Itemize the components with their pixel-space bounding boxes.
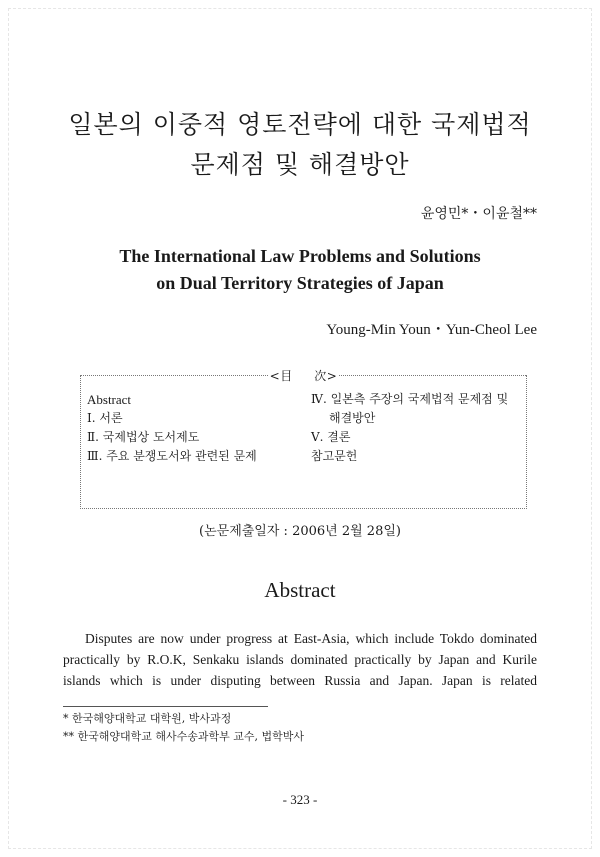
abstract-body: Disputes are now under progress at East-Asia, which include Tokdo dominated practically by R.O.K, Senkaku islands dominated practically by Japan and Kurile islands which is under disputing between Russia and Japan. Japan is related [63, 631, 537, 688]
toc-rule-right [339, 375, 526, 376]
toc-item-disputed-islands: Ⅲ. 주요 분쟁도서와 관련된 문제 [87, 449, 257, 463]
footnote-1: * 한국해양대학교 대학원, 박사과정 [63, 712, 232, 725]
korean-title-line-2: 문제점 및 해결방안 [190, 150, 410, 179]
toc-heading-bar [81, 367, 526, 383]
english-title-line-2: on Dual Territory Strategies of Japan [156, 273, 444, 293]
english-title-line-1: The International Law Problems and Solutions [119, 246, 481, 266]
footnote-2: ** 한국해양대학교 해사수송과학부 교수, 법학박사 [63, 730, 305, 743]
toc-item-island-regime: Ⅱ. 국제법상 도서제도 [87, 430, 200, 444]
toc-item-conclusion: Ⅴ. 결론 [311, 430, 351, 444]
submission-date: (논문제출일자 : 2006년 2월 28일) [199, 524, 401, 539]
toc-item-abstract: Abstract [87, 392, 132, 407]
page-number: - 323 - [282, 792, 318, 807]
toc-heading: <目 次> [269, 368, 338, 383]
table-of-contents [80, 368, 527, 509]
toc-item-japan-claims: Ⅳ. 일본측 주장의 국제법적 문제점 및 [311, 392, 509, 406]
toc-right-column [311, 390, 526, 466]
english-authors: Young-Min Youn・Yun-Cheol Lee [326, 322, 537, 338]
abstract-heading: Abstract [264, 578, 336, 602]
footnote-divider [63, 706, 268, 707]
toc-left-column [87, 390, 307, 466]
toc-item-introduction: Ⅰ. 서론 [87, 411, 123, 425]
korean-title-line-1: 일본의 이중적 영토전략에 대한 국제법적 [68, 110, 532, 139]
toc-rule-left [81, 375, 268, 376]
toc-item-japan-claims-cont: 해결방안 [329, 411, 376, 425]
korean-authors: 윤영민*・이윤철** [420, 206, 537, 222]
toc-item-references: 참고문헌 [311, 449, 358, 463]
